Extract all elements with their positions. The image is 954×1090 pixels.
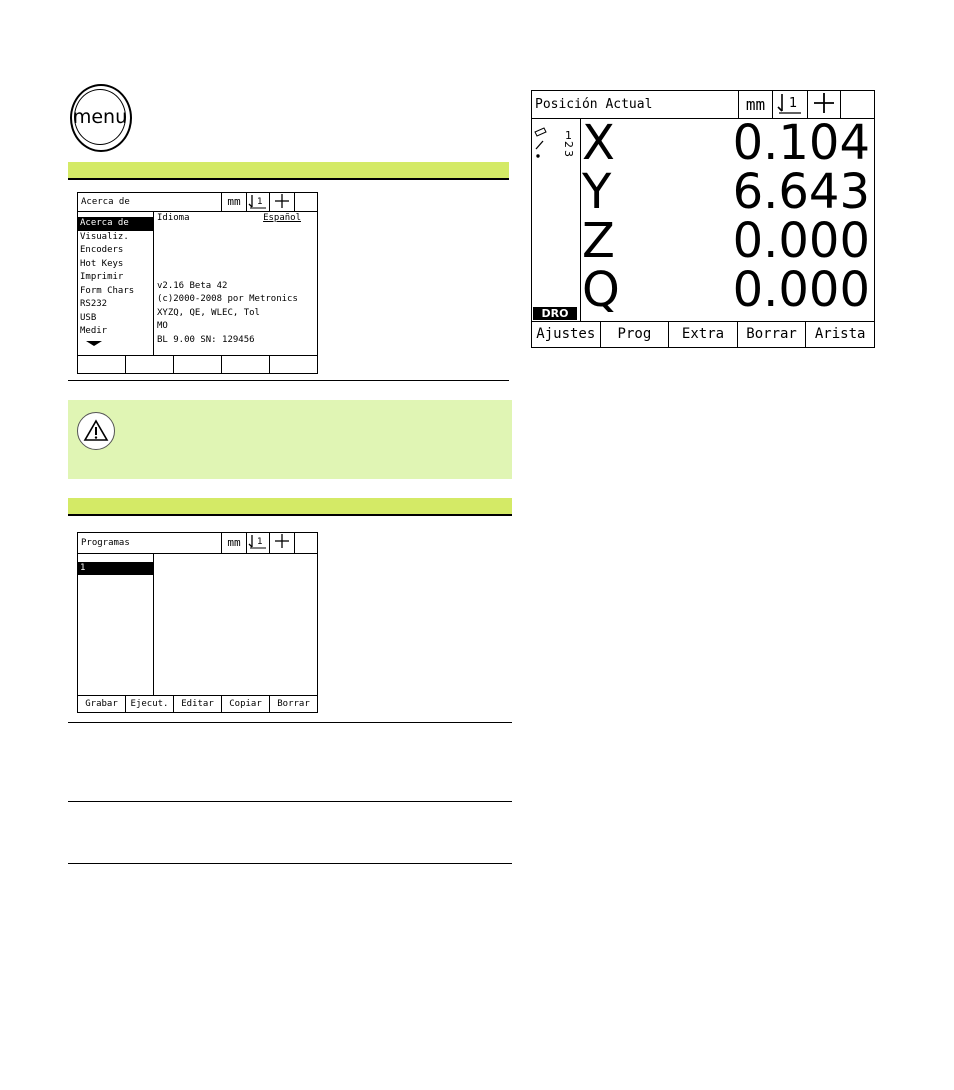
datum-zero-icon[interactable] bbox=[246, 193, 269, 211]
axis-row-q bbox=[582, 262, 870, 318]
warning-icon bbox=[77, 412, 115, 450]
dro-status-column bbox=[532, 119, 581, 321]
about-sidebar bbox=[78, 212, 154, 355]
about-title: Acerca de bbox=[81, 197, 130, 207]
unit-mm-icon[interactable]: mm bbox=[221, 193, 246, 211]
note-box bbox=[68, 400, 512, 479]
digit-3: 3 bbox=[562, 150, 575, 157]
axis-label: Z bbox=[582, 213, 615, 269]
probe-icon bbox=[534, 127, 548, 165]
unit-mm-icon[interactable]: mm bbox=[221, 533, 246, 553]
svg-text:1: 1 bbox=[257, 537, 263, 547]
axis-row-z bbox=[582, 213, 870, 269]
program-item[interactable]: 1 bbox=[78, 562, 153, 575]
crosshair-icon[interactable] bbox=[269, 193, 294, 211]
dro-badge: DRO bbox=[533, 307, 577, 320]
scroll-down-icon[interactable] bbox=[78, 339, 153, 347]
divider bbox=[68, 380, 509, 381]
copyright-line: (c)2000-2008 por Metronics bbox=[157, 294, 298, 305]
settings-button[interactable]: Ajustes bbox=[536, 326, 596, 342]
edit-button[interactable]: Editar bbox=[173, 696, 221, 712]
programs-screen bbox=[77, 532, 318, 713]
menu-key-icon bbox=[70, 84, 130, 150]
options-line: XYZQ, QE, WLEC, Tol bbox=[157, 307, 260, 318]
axis-index-digits bbox=[562, 129, 575, 158]
crosshair-icon[interactable] bbox=[807, 91, 840, 118]
axis-value: 6.643 bbox=[732, 164, 870, 220]
axis-row-y bbox=[582, 164, 870, 220]
svg-text:1: 1 bbox=[257, 197, 263, 207]
sidebar-item-print[interactable]: Imprimir bbox=[80, 272, 124, 282]
sidebar-item-encoders[interactable]: Encoders bbox=[80, 245, 124, 255]
copy-button[interactable]: Copiar bbox=[221, 696, 269, 712]
softkey-3[interactable] bbox=[173, 356, 221, 373]
svg-text:1: 1 bbox=[789, 96, 798, 111]
sidebar-item-form-chars[interactable]: Form Chars bbox=[80, 285, 135, 296]
version-line: v2.16 Beta 42 bbox=[157, 281, 228, 291]
sidebar-item-measure[interactable]: Medir bbox=[80, 326, 108, 336]
edge-button[interactable]: Arista bbox=[805, 322, 874, 347]
softkey-4[interactable] bbox=[221, 356, 269, 373]
softkey-5[interactable] bbox=[269, 356, 317, 373]
sidebar-item-hot-keys[interactable]: Hot Keys bbox=[80, 258, 124, 269]
empty-icon-cell bbox=[294, 193, 318, 211]
datum-zero-icon[interactable] bbox=[246, 533, 269, 553]
empty-icon-cell bbox=[294, 533, 318, 553]
divider bbox=[68, 722, 512, 723]
menu-key-label: menu bbox=[72, 106, 128, 128]
crosshair-icon[interactable] bbox=[269, 533, 294, 553]
axis-value: 0.000 bbox=[732, 262, 870, 318]
axis-value: 0.104 bbox=[732, 115, 870, 171]
mode-line: MO bbox=[157, 321, 168, 332]
language-value[interactable]: Español bbox=[263, 213, 301, 223]
programs-softkeys bbox=[78, 695, 317, 712]
programs-list bbox=[78, 554, 154, 695]
digit-2: 2 bbox=[562, 141, 575, 148]
axis-label: Y bbox=[582, 164, 612, 220]
axis-label: X bbox=[582, 115, 615, 171]
datum-zero-icon[interactable] bbox=[772, 91, 807, 118]
serial-line: BL 9.00 SN: 129456 bbox=[157, 334, 255, 345]
about-title-bar bbox=[78, 193, 317, 212]
softkey-1[interactable] bbox=[78, 356, 125, 373]
divider bbox=[68, 863, 512, 864]
sidebar-item-about[interactable]: Acerca de bbox=[78, 217, 153, 231]
dro-softkeys bbox=[532, 321, 874, 347]
about-softkeys bbox=[78, 355, 317, 373]
section-bar-2 bbox=[68, 498, 512, 516]
sidebar-item-rs232[interactable]: RS232 bbox=[80, 299, 108, 309]
sidebar-item-display[interactable]: Visualiz. bbox=[80, 231, 129, 242]
axis-label: Q bbox=[582, 262, 620, 318]
about-screen bbox=[77, 192, 318, 374]
programs-title-bar bbox=[78, 533, 317, 554]
language-label: Idioma bbox=[157, 213, 190, 223]
clear-button[interactable]: Borrar bbox=[737, 322, 806, 347]
dro-title: Posición Actual bbox=[535, 97, 653, 112]
empty-icon-cell bbox=[840, 91, 875, 118]
record-button[interactable]: Grabar bbox=[85, 699, 118, 709]
axis-value: 0.000 bbox=[732, 213, 870, 269]
sidebar-item-usb[interactable]: USB bbox=[80, 312, 97, 323]
delete-button[interactable]: Borrar bbox=[269, 696, 317, 712]
axis-row-x bbox=[582, 115, 870, 171]
about-content bbox=[157, 212, 315, 347]
section-bar bbox=[68, 162, 509, 180]
digit-1: 1 bbox=[565, 129, 572, 142]
unit-mm-icon[interactable]: mm bbox=[738, 91, 772, 118]
run-button[interactable]: Ejecut. bbox=[125, 696, 173, 712]
programs-title: Programas bbox=[81, 538, 130, 548]
program-button[interactable]: Prog bbox=[600, 322, 669, 347]
extra-button[interactable]: Extra bbox=[668, 322, 737, 347]
divider bbox=[68, 801, 512, 802]
dro-screen bbox=[531, 90, 875, 348]
softkey-2[interactable] bbox=[125, 356, 173, 373]
